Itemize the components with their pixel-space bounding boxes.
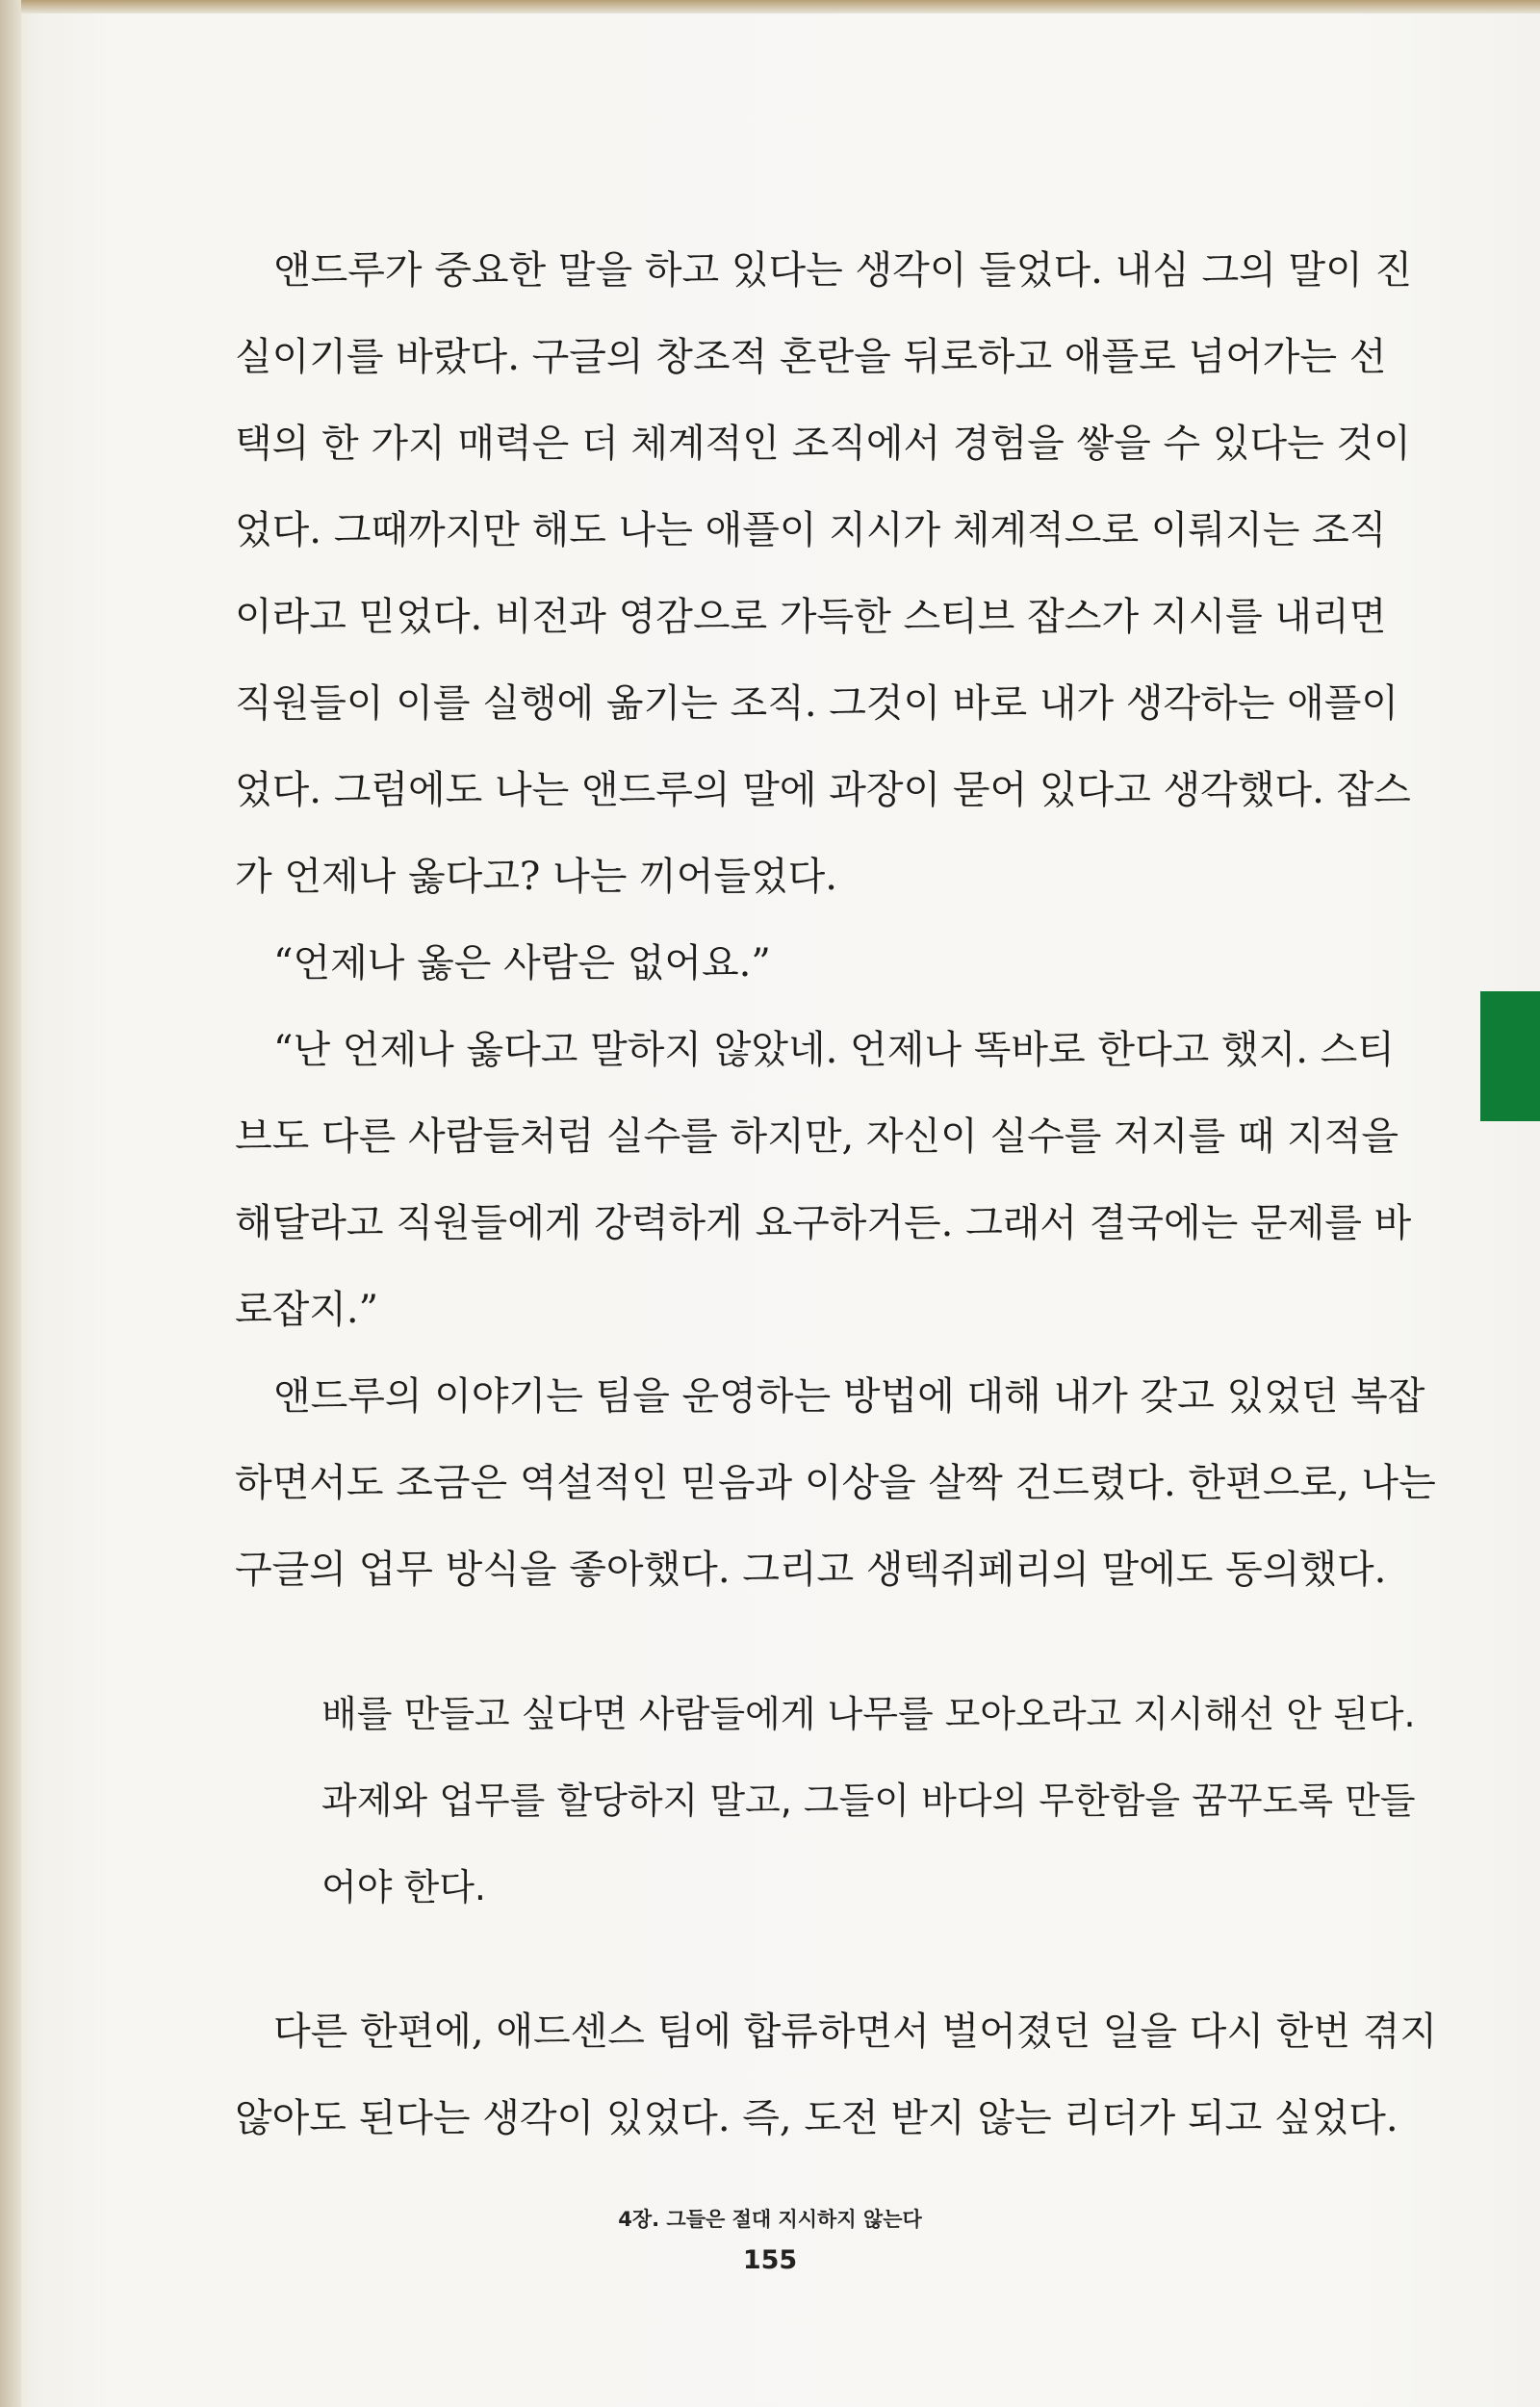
dialogue-1 bbox=[235, 920, 1327, 1007]
text-line: 해달라고 직원들에게 강력하게 요구하거든. 그래서 결국에는 문제를 바 bbox=[235, 1201, 1412, 1245]
text-line: 이라고 믿었다. 비전과 영감으로 가득한 스티브 잡스가 지시를 내리면 bbox=[235, 595, 1387, 639]
text-line: 과제와 업무를 할당하지 말고, 그들이 바다의 무한함을 꿈꾸도록 만들 bbox=[321, 1780, 1416, 1822]
dialogue-2 bbox=[235, 1007, 1412, 1353]
text-line: 앤드루의 이야기는 팀을 운영하는 방법에 대해 내가 갖고 있었던 복잡 bbox=[273, 1374, 1425, 1419]
text-line: 었다. 그때까지만 해도 나는 애플이 지시가 체계적으로 이뤄지는 조직 bbox=[235, 508, 1387, 552]
spine-shadow bbox=[0, 0, 21, 2407]
chapter-tab-marker bbox=[1480, 991, 1540, 1121]
body-text bbox=[235, 227, 1438, 2162]
text-line: 구글의 업무 방식을 좋아했다. 그리고 생텍쥐페리의 말에도 동의했다. bbox=[235, 1548, 1387, 1592]
text-line: 실이기를 바랐다. 구글의 창조적 혼란을 뒤로하고 애플로 넘어가는 선 bbox=[235, 335, 1387, 379]
text-line: 하면서도 조금은 역설적인 믿음과 이상을 살짝 건드렸다. 한편으로, 나는 bbox=[235, 1461, 1436, 1505]
paragraph-3 bbox=[235, 1988, 1438, 2162]
table-edge bbox=[0, 0, 1540, 13]
text-line: 앤드루가 중요한 말을 하고 있다는 생각이 들었다. 내심 그의 말이 진 bbox=[273, 248, 1413, 293]
text-line: 택의 한 가지 매력은 더 체계적인 조직에서 경험을 쌓을 수 있다는 것이 bbox=[235, 422, 1411, 466]
page-number: 155 bbox=[742, 2245, 798, 2275]
text-line: 가 언제나 옳다고? 나는 끼어들었다. bbox=[235, 855, 837, 899]
paragraph-1 bbox=[235, 227, 1413, 920]
chapter-title: 4장. 그들은 절대 지시하지 않는다 bbox=[618, 2208, 922, 2231]
paragraph-2 bbox=[235, 1353, 1436, 1613]
text-line: 직원들이 이를 실행에 옮기는 조직. 그것이 바로 내가 생각하는 애플이 bbox=[235, 681, 1399, 726]
text-line: 브도 다른 사람들처럼 실수를 하지만, 자신이 실수를 저지를 때 지적을 bbox=[235, 1114, 1399, 1159]
text-line: 다른 한편에, 애드센스 팀에 합류하면서 벌어졌던 일을 다시 한번 겪지 bbox=[273, 2010, 1438, 2054]
text-line: 배를 만들고 싶다면 사람들에게 나무를 모아오라고 지시해선 안 된다. bbox=[321, 1693, 1416, 1735]
text-line: 않아도 된다는 생각이 있었다. 즉, 도전 받지 않는 리더가 되고 싶었다. bbox=[235, 2096, 1399, 2140]
text-line: 었다. 그럼에도 나는 앤드루의 말에 과장이 묻어 있다고 생각했다. 잡스 bbox=[235, 768, 1411, 812]
text-line: 어야 한다. bbox=[321, 1866, 486, 1908]
text-line: “난 언제나 옳다고 말하지 않았네. 언제나 똑바로 한다고 했지. 스티 bbox=[273, 1028, 1395, 1072]
text-line: 로잡지.” bbox=[235, 1288, 379, 1332]
block-quote bbox=[321, 1671, 1416, 1931]
text-line: “언제나 옳은 사람은 없어요.” bbox=[273, 941, 771, 986]
